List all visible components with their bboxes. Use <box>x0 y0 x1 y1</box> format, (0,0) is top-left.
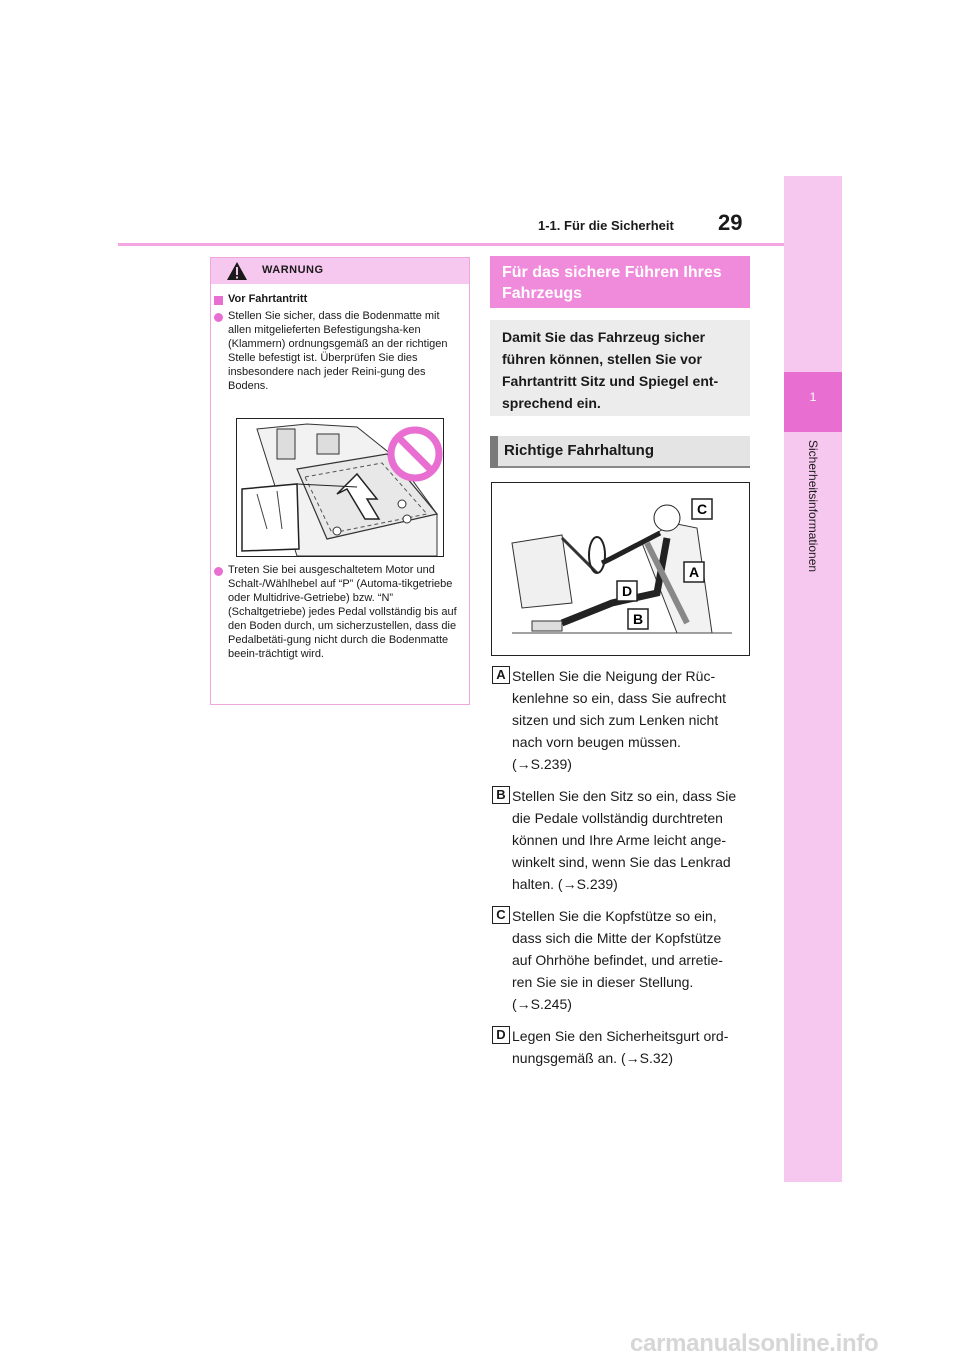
circle-bullet-icon <box>214 567 223 576</box>
step-label: A <box>492 666 510 684</box>
chapter-number: 1 <box>809 390 817 404</box>
header-rule <box>118 243 784 246</box>
section-heading: Für das sichere Führen Ihres Fahrzeugs <box>502 264 722 302</box>
floor-mat-illustration <box>236 418 444 557</box>
subheading: Richtige Fahrhaltung <box>504 442 654 459</box>
page-number: 29 <box>718 210 743 235</box>
figure-label-c: C <box>696 501 708 517</box>
warning-bullet-text: Treten Sie bei ausgeschaltetem Motor und Schalt-/Wählhebel auf “P” (Automa-tikgetriebe oder Multidrive-Getriebe) bzw. “N” (Schaltgetriebe) jedes Pedal vollständig bis auf den Boden durch, um sicherzustellen, dass die Pedalbetäti-gung nicht durch die Bodenmatte beein-trächtigt wird. <box>228 564 457 660</box>
intro-text: Damit Sie das Fahrzeug sicher führen können, stellen Sie vor Fahrtantritt Sitz und Spiegel ent-sprechend ein. <box>502 329 719 411</box>
step-text: Stellen Sie die Kopfstütze so ein, dass sich die Mitte der Kopfstütze auf Ohrhöhe befindet, und arretie-ren Sie sie in dieser Stellung. (→S.245) <box>512 908 723 1012</box>
figure-label-b: B <box>632 611 644 627</box>
chapter-label-text: Sicherheitsinformationen <box>806 440 820 573</box>
figure-label-d: D <box>621 583 633 599</box>
section-title: 1-1. Für die Sicherheit <box>538 218 674 233</box>
warning-title: WARNUNG <box>262 264 324 276</box>
driving-posture-illustration <box>491 482 750 656</box>
figure-label-a: A <box>688 564 700 580</box>
step-label: D <box>492 1026 510 1044</box>
step-text: Stellen Sie die Neigung der Rüc-kenlehne so ein, dass Sie aufrecht sitzen und sich zum Lenken nicht nach vorn beugen müssen. (→S.239) <box>512 668 727 772</box>
warning-triangle-icon <box>226 261 248 281</box>
chapter-label <box>806 440 820 572</box>
step-text: Legen Sie den Sicherheitsgurt ord-nungsgemäß an. (→S.32) <box>512 1028 729 1066</box>
warning-bullet-text: Stellen Sie sicher, dass die Bodenmatte mit allen mitgelieferten Befestigungsha-ken (Klammern) ordnungsgemäß an der richtigen Stelle befestigt ist. Überprüfen Sie dies insbesondere nach jeder Reini-gung des Bodens. <box>228 310 448 392</box>
step-label: B <box>492 786 510 804</box>
step-label: C <box>492 906 510 924</box>
step-text: Stellen Sie den Sitz so ein, dass Sie die Pedale vollständig durchtreten können und Ihre Arme leicht ange-winkelt sind, wenn Sie das Lenkrad halten. (→S.239) <box>512 788 737 892</box>
watermark: carmanualsonline.info <box>630 1330 879 1357</box>
warning-header <box>211 258 469 284</box>
square-bullet-icon <box>214 296 223 305</box>
subheading-bar <box>490 436 498 468</box>
chapter-tab-strip <box>784 176 842 1182</box>
warning-heading: Vor Fahrtantritt <box>228 293 308 305</box>
circle-bullet-icon <box>214 313 223 322</box>
